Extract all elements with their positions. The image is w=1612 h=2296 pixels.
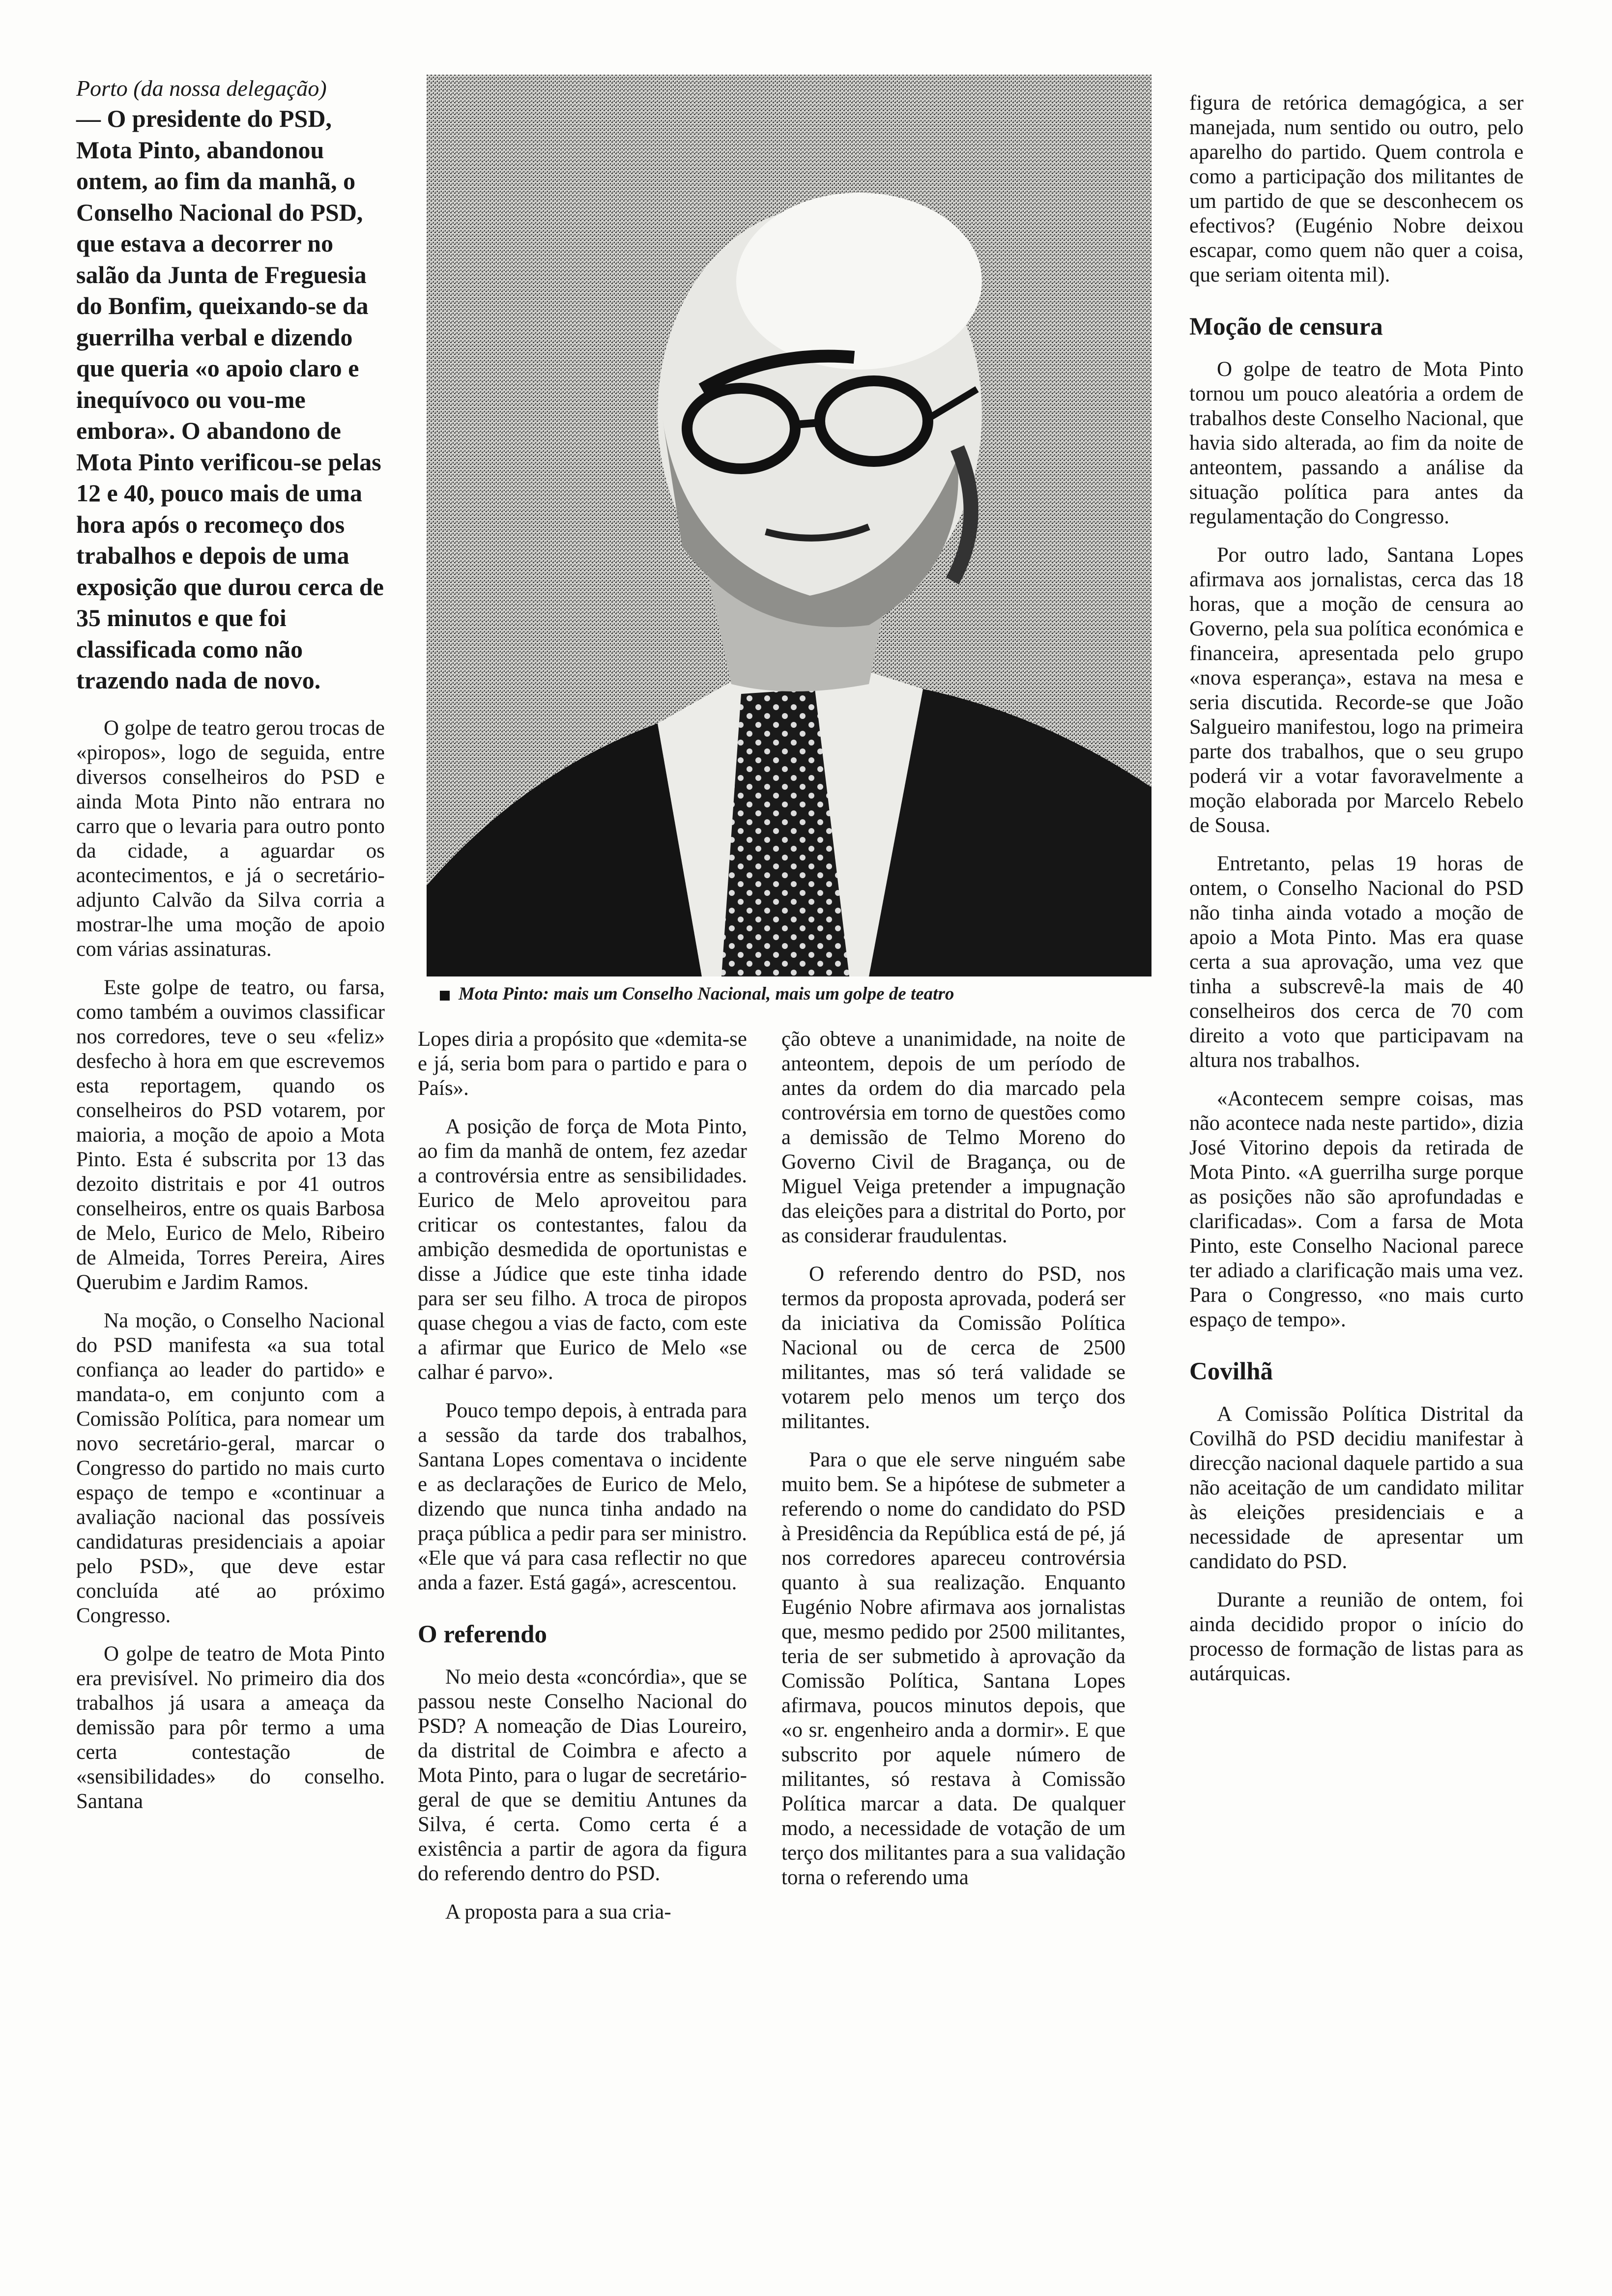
body-paragraph: A proposta para a sua cria- <box>445 1900 671 1923</box>
body-paragraph: ção obteve a unanimidade, na noite de anteontem, depois de um período de antes da ordem do dia marcado pela controvérsia em torno de questões como a demissão de Telmo Moreno do Governo Civil de Bragança, ou de Miguel Veiga pretender a impugnação das eleições para a distrital do Porto, por as considerar fraudulentas. <box>781 1028 1125 1247</box>
photo-caption <box>440 983 1157 1005</box>
column-4 <box>1189 91 1524 1700</box>
portrait-image <box>427 75 1151 976</box>
body-paragraph: Durante a reunião de ontem, foi ainda decidido propor o início do processo de formação de listas para as autárquicas. <box>1189 1588 1524 1685</box>
column-1 <box>76 74 385 1828</box>
caption-bullet <box>440 991 450 1001</box>
photo-mota-pinto <box>427 75 1151 976</box>
body-paragraph: Para o que ele serve ninguém sabe muito bem. Se a hipótese de submeter a referendo o nome do candidato do PSD à Presidência da República está de pé, já nos corredores apareceu controvérsia quanto à sua realização. Enquanto Eugénio Nobre afirmava aos jornalistas que, mesmo pedido por 2500 militantes, teria de ser submetido à aprovação da Comissão Política, Santana Lopes afirmava, poucos minutos depois, que «o sr. engenheiro anda a dormir». E que subscrito por aquele número de militantes, só restava à Comissão Política marcar a data. De qualquer modo, a necessidade de votação de um terço dos militantes para a sua validação torna o referendo uma <box>781 1448 1125 1889</box>
column-3 <box>781 1027 1125 1904</box>
body-paragraph: «Acontecem sempre coisas, mas não acontece nada neste partido», dizia José Vitorino depois da retirada de Mota Pinto. «A guerrilha surge porque as posições não são aprofundadas e clarificadas». Com a farsa de Mota Pinto, este Conselho Nacional parece ter adiado a clarificação mais uma vez. Para o Congresso, «no mais curto espaço de tempo». <box>1189 1087 1524 1331</box>
caption-text: Mota Pinto: mais um Conselho Nacional, mais um golpe de teatro <box>459 984 954 1004</box>
lead-paragraph: — O presidente do PSD, Mota Pinto, abandonou ontem, ao fim da manhã, o Conselho Nacional do PSD, que estava a decorrer no salão da Junta de Freguesia do Bonfim, queixando-se da guerrilha verbal e dizendo que queria «o apoio claro e inequívoco ou vou-me embora». O abandono de Mota Pinto verificou-se pelas 12 e 40, pouco mais de uma hora após o recomeço dos trabalhos e depois de uma exposição que durou cerca de 35 minutos e que foi classificada como não trazendo nada de novo. <box>76 105 384 694</box>
body-paragraph: O golpe de teatro de Mota Pinto era previsível. No primeiro dia dos trabalhos já usara a ameaça da demissão para pôr termo a uma certa contestação de «sensibilidades» do conselho. Santana <box>76 1642 385 1813</box>
body-paragraph: figura de retórica demagógica, a ser manejada, num sentido ou outro, pelo aparelho do partido. Quem controla e como a participação dos militantes de um partido de que se desconhecem os efectivos? (Eugénio Nobre deixou escapar, como quem não quer a coisa, que seriam oitenta mil). <box>1189 91 1524 287</box>
dateline: Porto (da nossa delegação) <box>76 76 327 101</box>
body-paragraph: Por outro lado, Santana Lopes afirmava aos jornalistas, cerca das 18 horas, que a moção de censura ao Governo, pela sua política económica e financeira, apresentada pelo grupo «nova esperança», estava na mesa e seria discutida. Recorde-se que João Salgueiro manifestou, logo na primeira parte dos trabalhos, que o seu grupo poderá vir a votar favoravelmente a moção elaborada por Marcelo Rebelo de Sousa. <box>1189 544 1524 837</box>
body-paragraph: A Comissão Política Distrital da Covilhã do PSD decidiu manifestar à direcção nacional daquele partido a sua não aceitação de um candidato militar às eleições presidenciais e a necessidade de apresentar um candidato do PSD. <box>1189 1403 1524 1573</box>
body-paragraph: O golpe de teatro gerou trocas de «piropos», logo de seguida, entre diversos conselheiros do PSD e ainda Mota Pinto não entrara no carro que o levaria para outro ponto da cidade, a aguardar os acontecimentos, e já o secretário-adjunto Calvão da Silva corria a mostrar-lhe uma moção de apoio com várias assinaturas. <box>76 716 385 961</box>
body-paragraph: No meio desta «concórdia», que se passou neste Conselho Nacional do PSD? A nomeação de Dias Loureiro, da distrital de Coimbra e afecto a Mota Pinto, para o lugar de secretário-geral de que se demitiu Antunes da Silva, é certa. Como certa é a existência a partir de agora da figura do referendo dentro do PSD. <box>418 1665 747 1885</box>
section-heading-mocao: Moção de censura <box>1189 313 1383 341</box>
column-2 <box>418 1027 747 1938</box>
body-paragraph: O referendo dentro do PSD, nos termos da proposta aprovada, poderá ser da iniciativa da Comissão Política Nacional ou de cerca de 2500 militantes, mas só terá validade se votarem pelo menos um terço dos militantes. <box>781 1263 1125 1433</box>
body-paragraph: A posição de força de Mota Pinto, ao fim da manhã de ontem, fez azedar a controvérsia entre as sensibilidades. Eurico de Melo aproveitou para criticar os contestantes, falou da ambição desmedida de oportunistas e disse a Júdice que este tinha idade para ser seu filho. A troca de piropos quase chegou a vias de facto, com este a afirmar que Eurico de Melo «se calhar é parvo». <box>418 1115 747 1384</box>
body-paragraph: Este golpe de teatro, ou farsa, como também a ouvimos classificar nos corredores, teve o seu «feliz» desfecho à hora em que escrevemos esta reportagem, quando os conselheiros do PSD votarem, por maioria, a moção de apoio a Mota Pinto. Esta é subscrita por 13 das dezoito distritais e por 41 outros conselheiros, entre os quais Barbosa de Melo, Eurico de Melo, Ribeiro de Almeida, Torres Pereira, Aires Querubim e Jardim Ramos. <box>76 976 385 1294</box>
body-paragraph: Entretanto, pelas 19 horas de ontem, o Conselho Nacional do PSD não tinha ainda votado a moção de apoio a Mota Pinto. Mas era quase certa a sua aprovação, uma vez que tinha a subscrevê-la mais de 40 conselheiros dos cerca de 70 com direito a voto que participavam na altura nos trabalhos. <box>1189 852 1524 1072</box>
section-heading-referendo: O referendo <box>418 1621 547 1648</box>
body-paragraph: O golpe de teatro de Mota Pinto tornou um pouco aleatória a ordem de trabalhos deste Conselho Nacional, que havia sido alterada, ao fim da noite de anteontem, passando a análise da situação política para antes da regulamentação do Congresso. <box>1189 358 1524 528</box>
body-paragraph: Lopes diria a propósito que «demita-se e já, seria bom para o partido e para o País». <box>418 1028 747 1100</box>
body-paragraph: Na moção, o Conselho Nacional do PSD manifesta «a sua total confiança ao leader do partido» e mandata-o, em conjunto com a Comissão Política, para nomear um novo secretário-geral, marcar o Congresso do partido no mais curto espaço de tempo e «continuar a avaliação nacional das possíveis candidaturas presidenciais a apoiar pelo PSD», que deve estar concluída até ao próximo Congresso. <box>76 1309 385 1627</box>
body-paragraph: Pouco tempo depois, à entrada para a sessão da tarde dos trabalhos, Santana Lopes comentava o incidente e as declarações de Eurico de Melo, dizendo que nunca tinha andado na praça pública a pedir para ser ministro. «Ele que vá para casa reflectir no que anda a fazer. Está gagá», acrescentou. <box>418 1399 747 1594</box>
section-heading-covilha: Covilhã <box>1189 1358 1273 1385</box>
